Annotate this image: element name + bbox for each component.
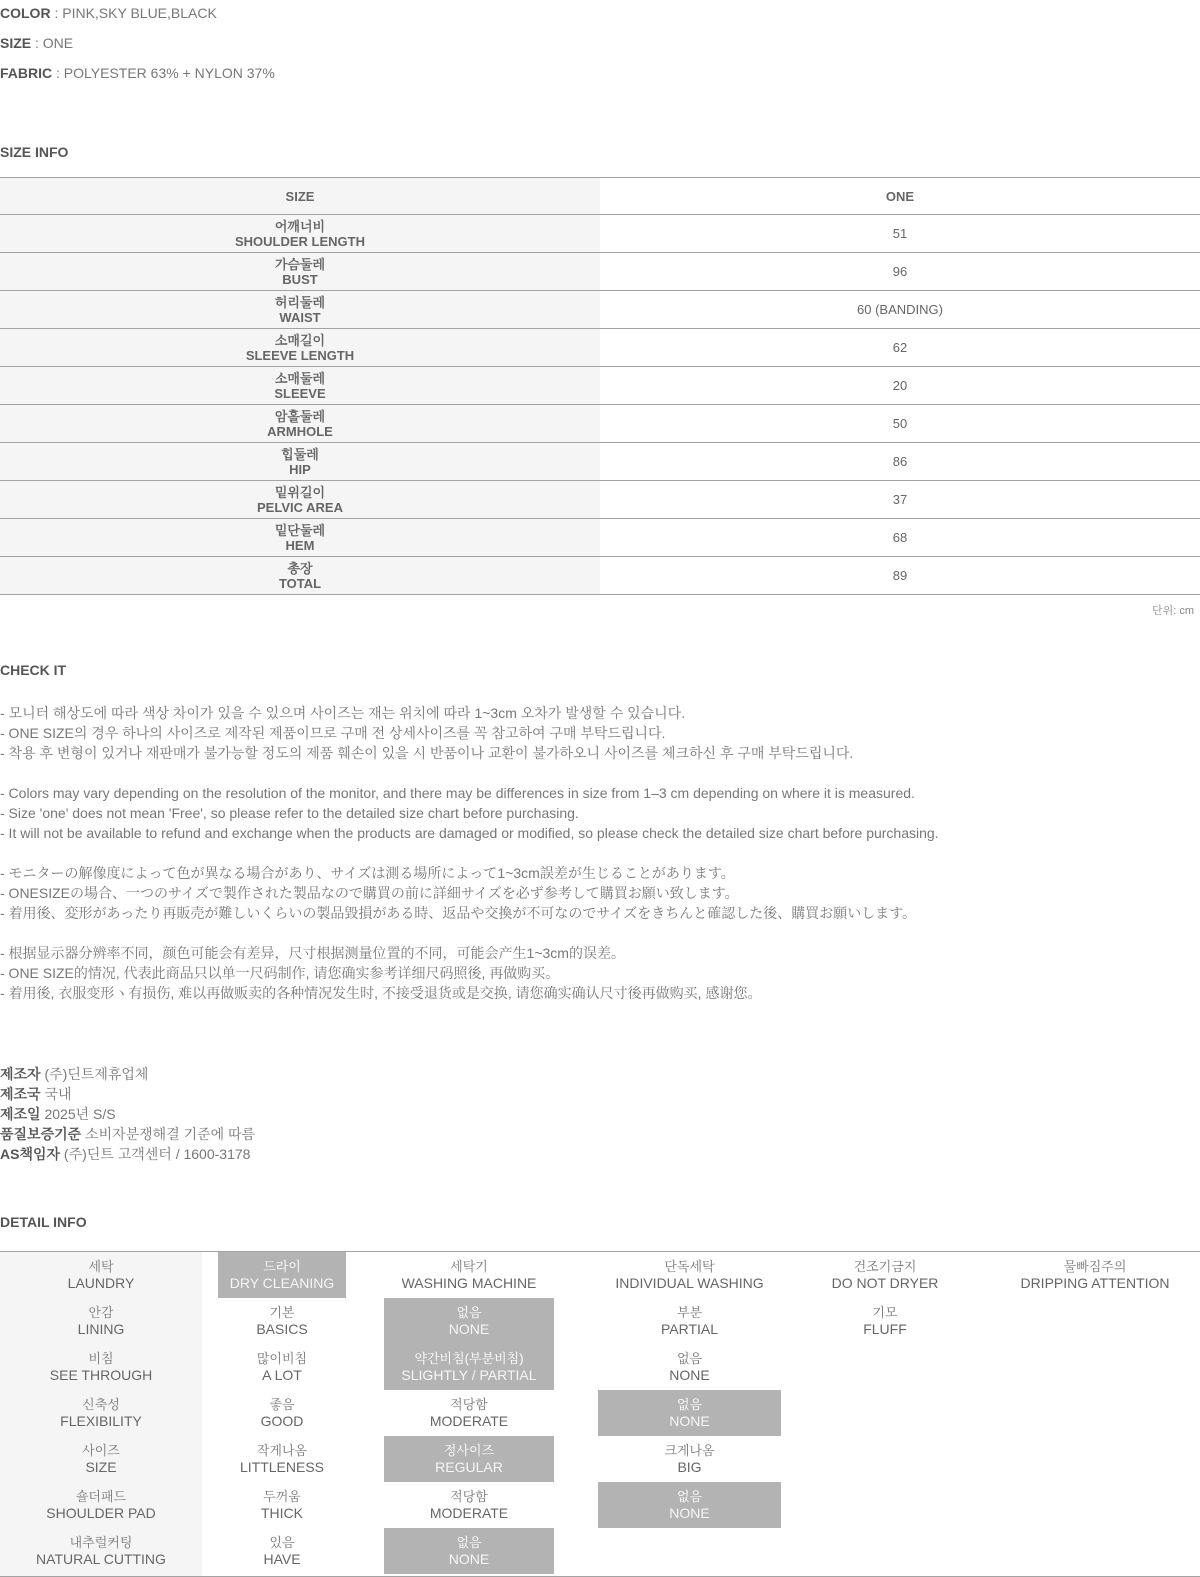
detail-option-en: NONE xyxy=(669,1505,710,1521)
detail-option xyxy=(384,1528,554,1574)
size-label-en: ARMHOLE xyxy=(267,423,333,439)
size-table-row xyxy=(0,215,1200,253)
detail-option xyxy=(384,1298,554,1344)
size-table-row xyxy=(0,557,1200,595)
detail-option-en: FLUFF xyxy=(863,1321,907,1337)
detail-option-en: NONE xyxy=(448,1551,490,1567)
check-it-line: - ONE SIZE的情况, 代表此商品只以单一尺码制作, 请您确实参考详细尺码照後, 再做购买。 xyxy=(0,965,560,981)
detail-option-en: NONE xyxy=(669,1367,710,1383)
detail-option-en: MODERATE xyxy=(429,1505,509,1521)
spec-color-key: COLOR xyxy=(0,5,51,21)
detail-option-ko: 정사이즈 xyxy=(443,1443,495,1458)
detail-option-ko: 없음 xyxy=(676,1489,703,1504)
size-label-ko: 허리둘레 xyxy=(274,294,326,310)
size-row-value: 20 xyxy=(892,378,908,393)
size-label-en: SHOULDER LENGTH xyxy=(235,233,365,249)
check-it-line: - Size 'one' does not mean 'Free', so please refer to the detailed size chart before purchasing. xyxy=(0,805,579,821)
size-label-ko: 암홀둘레 xyxy=(274,408,326,424)
detail-option-en: DRIPPING ATTENTION xyxy=(1020,1275,1170,1291)
maker-key: 제조자 xyxy=(0,1066,41,1082)
maker-row xyxy=(0,1064,255,1084)
detail-option-ko: 적당함 xyxy=(450,1489,488,1504)
size-table-row xyxy=(0,519,1200,557)
size-label-en: PELVIC AREA xyxy=(257,499,343,515)
detail-option xyxy=(598,1252,781,1298)
detail-option-ko: 좋음 xyxy=(269,1397,295,1412)
detail-option-en: BIG xyxy=(677,1459,702,1475)
detail-info-grid xyxy=(0,1251,1200,1577)
detail-option-ko: 크게나옴 xyxy=(664,1443,715,1458)
size-label-ko: 힙둘레 xyxy=(281,446,319,462)
detail-option-en: THICK xyxy=(261,1505,303,1521)
detail-option-en: MODERATE xyxy=(429,1413,509,1429)
detail-option-ko: 없음 xyxy=(676,1351,703,1366)
maker-value: 소비자분쟁해결 기준에 따름 xyxy=(81,1126,256,1142)
detail-label-ko: 사이즈 xyxy=(82,1443,120,1458)
size-label-ko: 가슴둘레 xyxy=(274,256,326,272)
detail-row-label xyxy=(0,1390,202,1436)
detail-label-ko: 비침 xyxy=(88,1351,114,1366)
detail-option xyxy=(990,1252,1200,1298)
size-table xyxy=(0,177,1200,595)
detail-label-ko: 안감 xyxy=(88,1305,114,1320)
size-header-value: ONE xyxy=(885,188,915,204)
detail-option-en: GOOD xyxy=(260,1413,304,1429)
size-row-value: 89 xyxy=(892,568,908,583)
detail-option-en: DO NOT DRYER xyxy=(831,1275,939,1291)
size-row-label xyxy=(0,405,600,442)
detail-row-label xyxy=(0,1344,202,1390)
size-label-ko: 소매둘레 xyxy=(274,370,326,386)
size-row-label xyxy=(0,557,600,594)
detail-info-title: DETAIL INFO xyxy=(0,1214,87,1230)
detail-option xyxy=(598,1436,781,1482)
size-label-ko: 어깨너비 xyxy=(274,218,326,234)
detail-label-en: NATURAL CUTTING xyxy=(36,1551,166,1567)
size-table-header xyxy=(0,177,1200,215)
check-it-line: - 着用後、変形があったり再販売が難しいくらいの製品毀損がある時、返品や交換が不可なのでサイズをきちんと確認した後、購買お願いします。 xyxy=(0,905,917,921)
detail-row-label xyxy=(0,1528,202,1574)
detail-option xyxy=(218,1298,346,1344)
detail-row-label xyxy=(0,1298,202,1344)
size-table-row xyxy=(0,329,1200,367)
detail-option xyxy=(218,1252,346,1298)
spec-fabric-key: FABRIC xyxy=(0,65,53,81)
check-it-line: - 根据显示器分辨率不同，颜色可能会有差异，尺寸根据测量位置的不同，可能会产生1~3cm的误差。 xyxy=(0,945,625,961)
detail-option-ko: 두꺼움 xyxy=(263,1489,301,1504)
detail-row-label xyxy=(0,1252,202,1298)
detail-label-en: SIZE xyxy=(85,1459,117,1475)
detail-option-en: BASICS xyxy=(256,1321,308,1337)
detail-option-en: DRY CLEANING xyxy=(229,1275,335,1291)
size-row-value: 86 xyxy=(892,454,908,469)
detail-option xyxy=(598,1298,781,1344)
paragraph-gap xyxy=(0,923,1200,943)
size-row-label xyxy=(0,367,600,404)
size-label-en: HEM xyxy=(285,537,315,553)
size-table-row xyxy=(0,443,1200,481)
spec-color xyxy=(0,4,217,22)
size-row-value: 51 xyxy=(892,226,908,241)
maker-key: 품질보증기준 xyxy=(0,1126,82,1142)
detail-row-label xyxy=(0,1482,202,1528)
detail-option-ko: 없음 xyxy=(456,1535,482,1550)
detail-option-ko: 없음 xyxy=(676,1397,703,1412)
size-label-ko: 소매길이 xyxy=(274,332,326,348)
maker-key: AS책임자 xyxy=(0,1146,61,1162)
maker-key: 제조국 xyxy=(0,1086,41,1102)
spec-color-value: : PINK,SKY BLUE,BLACK xyxy=(54,5,217,21)
detail-option xyxy=(384,1344,554,1390)
detail-option-ko: 세탁기 xyxy=(450,1259,488,1274)
check-it-title: CHECK IT xyxy=(0,662,67,678)
detail-option-ko: 작게나옴 xyxy=(256,1443,308,1458)
detail-option-ko: 적당함 xyxy=(450,1397,488,1412)
check-it-line: - 착용 후 변형이 있거나 재판매가 불가능할 정도의 제품 훼손이 있을 시 반품이나 교환이 불가하오니 사이즈를 체크하신 후 구매 부탁드립니다. xyxy=(0,745,854,761)
detail-option-ko: 단독세탁 xyxy=(664,1259,715,1274)
size-row-value: 62 xyxy=(892,340,908,355)
size-row-label xyxy=(0,329,600,366)
spec-size xyxy=(0,34,73,52)
spec-size-value: : ONE xyxy=(35,35,74,51)
check-it-line: - モニターの解像度によって色が異なる場合があり、サイズは測る場所によって1~3cm誤差が生じることがあります。 xyxy=(0,865,735,881)
detail-option-en: A LOT xyxy=(262,1367,302,1383)
detail-option xyxy=(598,1390,781,1436)
paragraph-gap xyxy=(0,763,1200,783)
size-table-row xyxy=(0,367,1200,405)
maker-value: 2025년 S/S xyxy=(40,1106,116,1122)
detail-option xyxy=(218,1390,346,1436)
size-row-label xyxy=(0,481,600,518)
detail-option-en: REGULAR xyxy=(435,1459,503,1475)
detail-option-ko: 기본 xyxy=(269,1305,295,1320)
size-table-row xyxy=(0,481,1200,519)
detail-option-en: PARTIAL xyxy=(660,1321,719,1337)
detail-option-ko: 기모 xyxy=(872,1305,898,1320)
detail-option-en: LITTLENESS xyxy=(239,1459,325,1475)
size-table-row xyxy=(0,405,1200,443)
check-it-line: - Colors may vary depending on the resolution of the monitor, and there may be differences in size from 1–3 cm depending on where it is measured. xyxy=(0,785,915,801)
detail-option-ko: 있음 xyxy=(269,1535,295,1550)
detail-label-en: FLEXIBILITY xyxy=(60,1413,142,1429)
check-it-line: - 모니터 해상도에 따라 색상 차이가 있을 수 있으며 사이즈는 재는 위치에 따라 1~3cm 오차가 발생할 수 있습니다. xyxy=(0,705,686,721)
detail-option-ko: 부분 xyxy=(676,1305,703,1320)
size-row-value: 96 xyxy=(892,264,908,279)
spec-size-key: SIZE xyxy=(0,35,32,51)
size-label-en: SLEEVE LENGTH xyxy=(245,347,355,363)
size-label-ko: 총장 xyxy=(287,560,313,576)
detail-label-ko: 세탁 xyxy=(88,1259,114,1274)
detail-label-ko: 숄더패드 xyxy=(75,1489,127,1504)
check-it-line: - It will not be available to refund and exchange when the products are damaged or modified, so please check the detailed size chart before purchasing. xyxy=(0,825,939,841)
size-info-title: SIZE INFO xyxy=(0,144,69,160)
size-label-en: BUST xyxy=(282,271,318,287)
unit-note: 단위: cm xyxy=(1151,605,1194,617)
maker-value: 국내 xyxy=(40,1086,72,1102)
detail-label-en: LAUNDRY xyxy=(67,1275,135,1291)
spec-fabric xyxy=(0,64,275,82)
detail-option-ko: 물빠짐주의 xyxy=(1063,1259,1127,1274)
maker-value: (주)딘트제휴업체 xyxy=(40,1066,149,1082)
detail-label-en: SHOULDER PAD xyxy=(46,1505,156,1521)
check-it-line: - ONE SIZE의 경우 하나의 사이즈로 제작된 제품이므로 구매 전 상세사이즈를 꼭 참고하여 구매 부탁드립니다. xyxy=(0,725,666,741)
maker-value: (주)딘트 고객센터 / 1600-3178 xyxy=(60,1146,251,1162)
detail-option xyxy=(790,1252,980,1298)
size-label-en: WAIST xyxy=(279,309,321,325)
detail-option-en: NONE xyxy=(448,1321,490,1337)
size-table-row xyxy=(0,291,1200,329)
detail-option xyxy=(790,1298,980,1344)
detail-option-ko: 건조기금지 xyxy=(853,1259,917,1274)
maker-key: 제조일 xyxy=(0,1106,41,1122)
size-row-label xyxy=(0,443,600,480)
detail-option xyxy=(384,1436,554,1482)
detail-option-en: HAVE xyxy=(263,1551,301,1567)
detail-option xyxy=(218,1528,346,1574)
detail-label-en: SEE THROUGH xyxy=(49,1367,153,1383)
size-row-label xyxy=(0,215,600,252)
maker-row xyxy=(0,1084,255,1104)
check-it-line: - ONESIZEの場合、一つのサイズで製作された製品なので購買の前に詳細サイズを必ず参考して購買お願い致します。 xyxy=(0,885,739,901)
size-row-value: 50 xyxy=(892,416,908,431)
size-row-label xyxy=(0,519,600,556)
detail-label-ko: 내추럴커팅 xyxy=(69,1535,133,1550)
check-it-text xyxy=(0,703,1200,1003)
detail-option xyxy=(384,1252,554,1298)
size-table-row xyxy=(0,253,1200,291)
maker-info xyxy=(0,1064,255,1164)
maker-row xyxy=(0,1144,255,1164)
detail-option xyxy=(384,1482,554,1528)
detail-option-ko: 없음 xyxy=(456,1305,482,1320)
size-row-label xyxy=(0,291,600,328)
size-row-label xyxy=(0,253,600,290)
size-label-en: TOTAL xyxy=(278,575,322,591)
size-row-value: 37 xyxy=(892,492,908,507)
detail-option-en: SLIGHTLY / PARTIAL xyxy=(401,1367,537,1383)
detail-option-en: NONE xyxy=(669,1413,710,1429)
maker-row xyxy=(0,1124,255,1144)
size-label-ko: 밑위길이 xyxy=(274,484,326,500)
maker-row xyxy=(0,1104,255,1124)
detail-option-en: WASHING MACHINE xyxy=(401,1275,537,1291)
spec-fabric-value: : POLYESTER 63% + NYLON 37% xyxy=(56,65,275,81)
detail-option-en: INDIVIDUAL WASHING xyxy=(615,1275,764,1291)
detail-row-label xyxy=(0,1436,202,1482)
size-row-value: 60 (BANDING) xyxy=(857,302,943,317)
size-label-ko: 밑단둘레 xyxy=(274,522,326,538)
detail-option xyxy=(598,1344,781,1390)
detail-option-ko: 드라이 xyxy=(263,1259,301,1274)
detail-option xyxy=(218,1436,346,1482)
size-row-value: 68 xyxy=(892,530,908,545)
size-label-en: SLEEVE xyxy=(274,385,326,401)
detail-option xyxy=(598,1482,781,1528)
check-it-line: - 着用後, 衣服变形ヽ有损伤, 难以再做贩卖的各种情况发生时, 不接受退货或是交换, 请您确实确认尺寸後再做购买, 感谢您。 xyxy=(0,985,762,1001)
detail-option-ko: 많이비침 xyxy=(256,1351,308,1366)
size-header-label: SIZE xyxy=(0,178,600,214)
detail-option xyxy=(218,1482,346,1528)
detail-label-en: LINING xyxy=(77,1321,125,1337)
detail-label-ko: 신축성 xyxy=(82,1397,120,1412)
paragraph-gap xyxy=(0,843,1200,863)
detail-option xyxy=(218,1344,346,1390)
size-label-en: HIP xyxy=(289,461,311,477)
detail-option xyxy=(384,1390,554,1436)
detail-option-ko: 약간비침(부분비침) xyxy=(414,1351,524,1366)
